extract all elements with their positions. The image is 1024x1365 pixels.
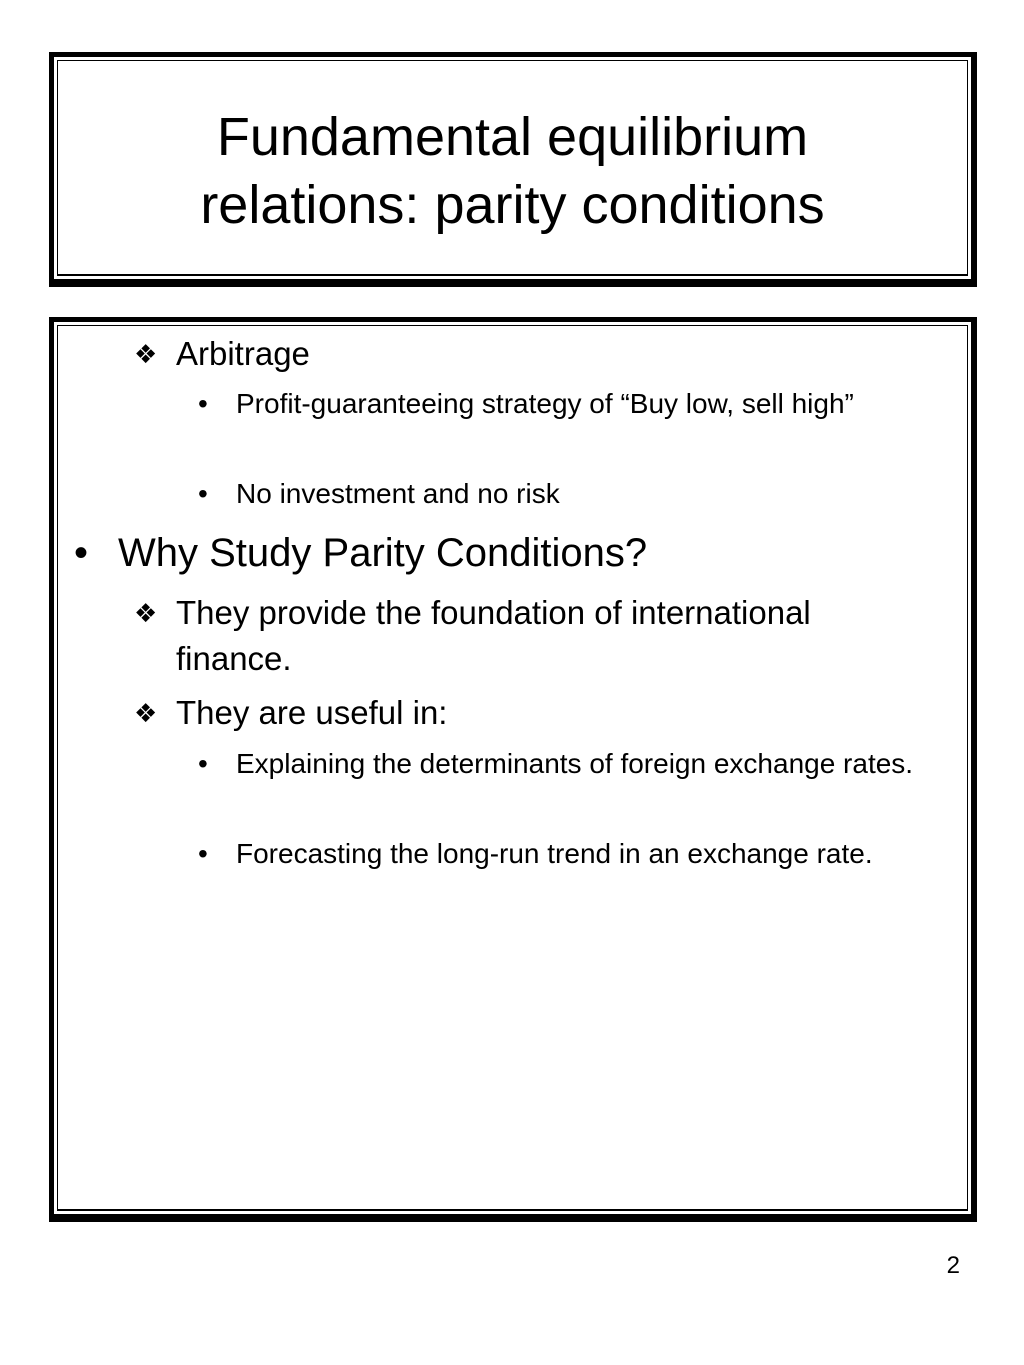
list-item-text: Explaining the determinants of foreign exchange rates. xyxy=(236,748,914,779)
content-box xyxy=(49,317,977,1222)
round-bullet-icon: • xyxy=(74,531,89,575)
list-item-arbitrage xyxy=(134,331,934,377)
round-bullet-icon: • xyxy=(198,838,208,869)
list-item-why-study xyxy=(70,529,950,577)
list-item-text: Arbitrage xyxy=(176,335,310,372)
list-item-forecasting xyxy=(194,834,954,874)
list-item-explaining xyxy=(194,744,954,784)
diamond-bullet-icon: ❖ xyxy=(134,698,158,728)
list-item-foundation xyxy=(134,590,934,682)
slide-title: Fundamental equilibrium relations: parity conditions xyxy=(200,107,825,235)
list-item-text: No investment and no risk xyxy=(236,478,560,509)
round-bullet-icon: • xyxy=(198,388,208,419)
list-item-no-investment xyxy=(194,474,954,514)
list-item-text: Forecasting the long-run trend in an exchange rate. xyxy=(236,838,873,869)
diamond-bullet-icon: ❖ xyxy=(134,598,158,628)
diamond-bullet-icon: ❖ xyxy=(134,339,158,369)
list-item-text: Profit-guaranteeing strategy of “Buy low, sell high” xyxy=(236,388,854,419)
list-item-text: They are useful in: xyxy=(176,694,448,731)
title-box xyxy=(49,52,977,287)
round-bullet-icon: • xyxy=(198,478,208,509)
list-item-text: Why Study Parity Conditions? xyxy=(118,531,648,575)
page-number: 2 xyxy=(946,1252,960,1279)
list-item-text: They provide the foundation of international finance. xyxy=(176,594,811,677)
list-item-useful-in xyxy=(134,690,934,736)
list-item-profit-strategy xyxy=(194,384,954,424)
round-bullet-icon: • xyxy=(198,748,208,779)
